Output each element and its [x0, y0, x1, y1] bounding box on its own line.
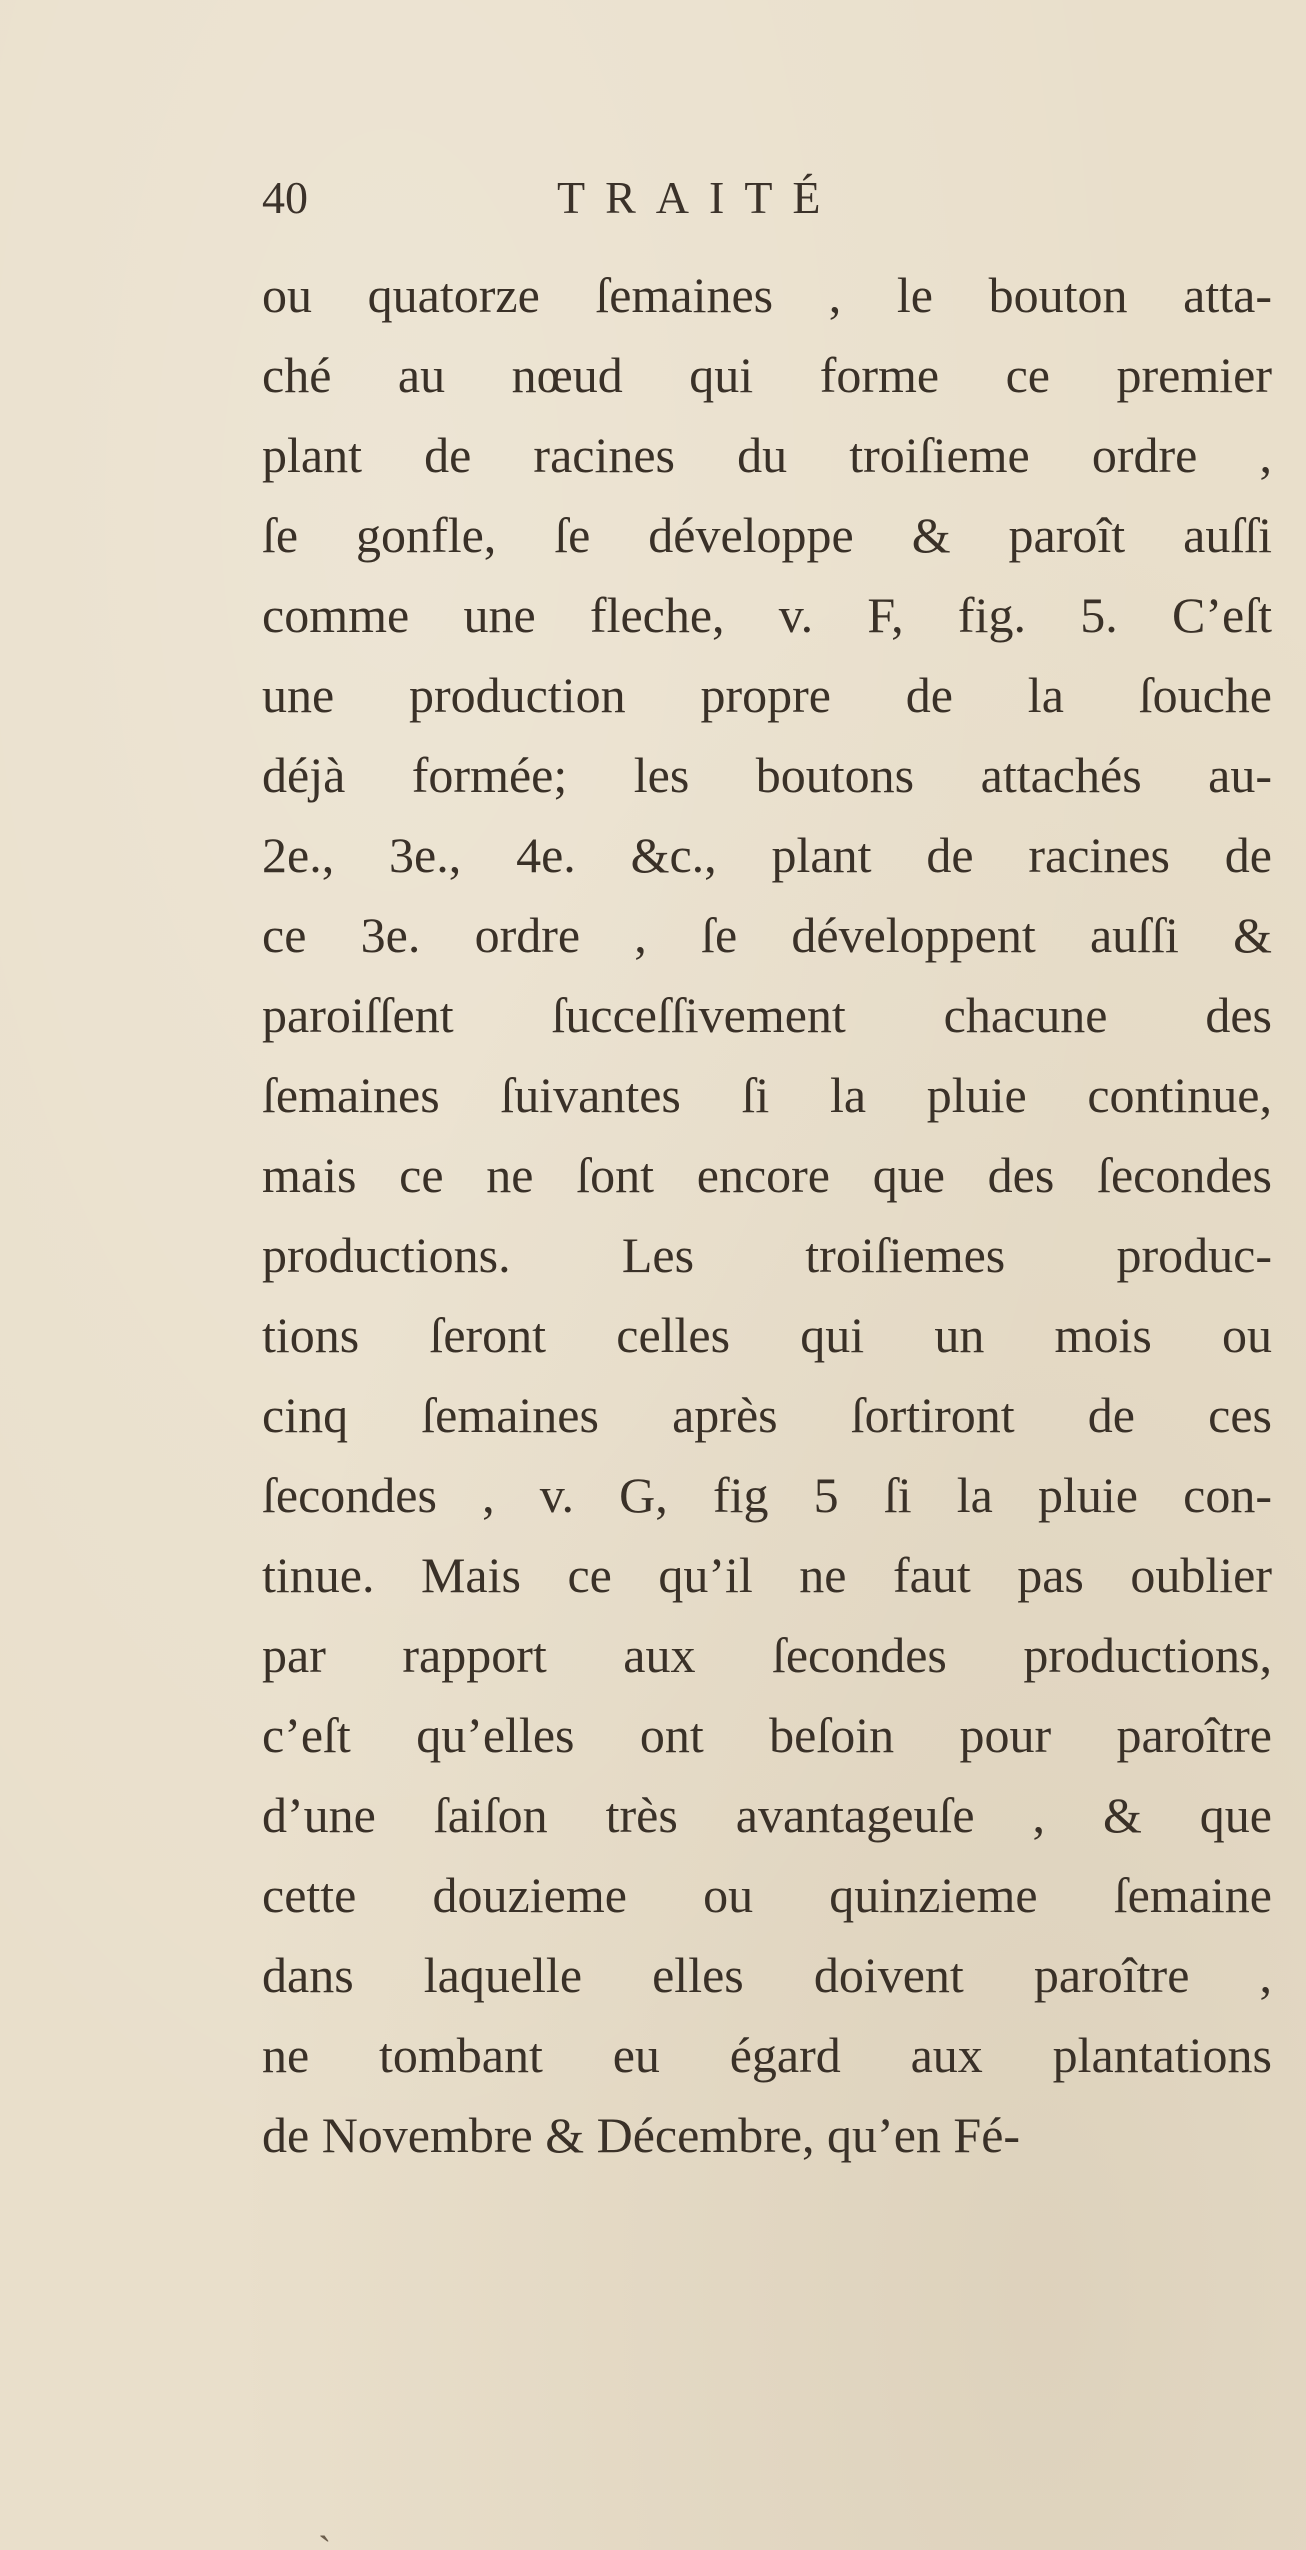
text-line: de Novembre & Décembre, qu’en Fé-	[262, 2107, 1021, 2163]
text-line: cinq ſemaines après ſortiront de ces	[262, 1387, 1272, 1443]
text-line: ou quatorze ſemaines , le bouton atta-	[262, 267, 1272, 323]
text-line: tions ſeront celles qui un mois ou	[262, 1307, 1272, 1363]
page-header	[262, 170, 1262, 240]
text-line: ce 3e. ordre , ſe développent auſſi &	[262, 907, 1272, 963]
text-line: c’eſt qu’elles ont beſoin pour paroître	[262, 1707, 1272, 1763]
text-line: paroiſſent ſucceſſivement chacune des	[262, 987, 1272, 1043]
text-line: ſemaines ſuivantes ſi la pluie continue,	[262, 1067, 1272, 1123]
text-line: productions. Les troiſiemes produc-	[262, 1227, 1272, 1283]
text-line: d’une ſaiſon très avantageuſe , & que	[262, 1787, 1272, 1843]
text-line: plant de racines du troiſieme ordre ,	[262, 427, 1272, 483]
text-line: ché au nœud qui forme ce premier	[262, 347, 1272, 403]
text-line: déjà formée; les boutons attachés au-	[262, 747, 1272, 803]
text-line: dans laquelle elles doivent paroître ,	[262, 1947, 1272, 2003]
page-number: 40	[262, 172, 308, 223]
text-line: par rapport aux ſecondes productions,	[262, 1627, 1272, 1683]
text-line: 2e., 3e., 4e. &c., plant de racines de	[262, 827, 1272, 883]
text-line: comme une fleche, v. F, fig. 5. C’eſt	[262, 587, 1272, 643]
text-line: mais ce ne ſont encore que des ſecondes	[262, 1147, 1272, 1203]
text-line: une production propre de la ſouche	[262, 667, 1272, 723]
text-line: ſecondes , v. G, fig 5 ſi la pluie con-	[262, 1467, 1272, 1523]
text-line: cette douzieme ou quinzieme ſemaine	[262, 1867, 1272, 1923]
running-head: TRAITÉ	[557, 172, 841, 223]
paper-speck: ˏ	[318, 2497, 332, 2542]
text-line: ne tombant eu égard aux plantations	[262, 2027, 1272, 2083]
text-line: tinue. Mais ce qu’il ne faut pas oublier	[262, 1547, 1272, 1603]
text-line: ſe gonfle, ſe développe & paroît auſſi	[262, 507, 1272, 563]
body-text	[262, 255, 1272, 2175]
